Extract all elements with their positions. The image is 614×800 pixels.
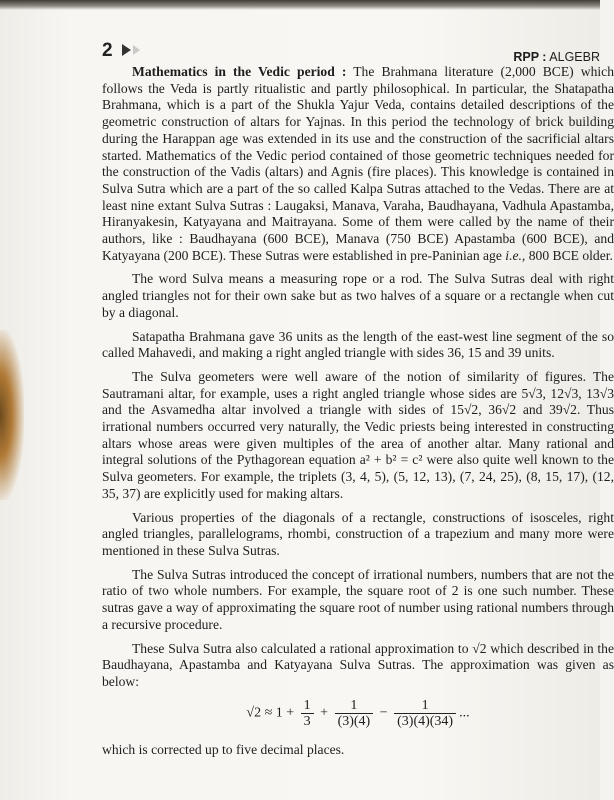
page-top-shadow — [0, 0, 600, 10]
arrow-marker-icon — [122, 44, 131, 56]
running-title: RPP : ALGEBR — [513, 50, 600, 64]
formula-minus: − — [379, 705, 388, 721]
paragraph-similarity: The Sulva geometers were well aware of the notion of similarity of figures. The Sautramani altar, for example, uses a right angled triangle whose sides are 5√3, 12√3, 13√3 and the Asvamedha altar involved a triangle with sides of 15√2, 36√2 and 39√2. Thus irrational numbers occurred very naturally, the Vedic priests being interested in constructing altars whose areas were given multiples of the area of another altar. Many rational and integral solutions of the Pythagorean equation a² + b² = c² were also quite well known to the Sulva geometers. For example, the triplets (3, 4, 5), (5, 12, 13), (7, 24, 25), (8, 15, 17), (12, 35, 37) are explicitly used for making altars. — [102, 368, 614, 501]
paragraph-lead: Mathematics in the Vedic period : — [132, 64, 347, 79]
paragraph-satapatha: Satapatha Brahmana gave 36 units as the length of the east-west line segment of the so called Mahavedi, and making a right angled triangle with sides 36, 15 and 39 units. — [102, 328, 614, 361]
formula-ellipsis: ... — [459, 705, 470, 721]
page-edge-shadow — [0, 330, 24, 500]
fraction-one-third: $\frac{1}{3}$ — [301, 698, 314, 729]
fraction-second-term: $\frac{1}{(3)(4)}$ — [335, 698, 374, 729]
formula-lhs: √2 ≈ 1 + — [246, 705, 295, 721]
arrow-marker-light-icon — [133, 45, 140, 55]
page-number: 2 — [102, 40, 113, 61]
paragraph-irrational: The Sulva Sutras introduced the concept of irrational numbers, numbers that are not the ratio of two whole numbers. For example, the square root of 2 is one such number. These sutras gave a way of approximating the square root of number using rational numbers through a recursive procedure. — [102, 566, 614, 632]
page-header — [102, 40, 600, 66]
paragraph-approximation: These Sulva Sutra also calculated a rational approximation to √2 which described in the Baudhayana, Apastamba and Katyayana Sulva Sutras. The approximation was given as below: — [102, 640, 614, 689]
paragraph-vedic-period: Mathematics in the Vedic period : The Brahmana literature (2,000 BCE) which follows the Veda is partly ritualistic and partly philosophical. In particular, the Shatapatha Brahmana, which is a part of the Shukla Yajur Veda, contains detailed descriptions of the geometric construction of altars for Yajnas. In this period the technology of brick building during the Harappan age was extended in its use and the construction of the sacrificial altars started. Mathematics of the Vedic period contained of those geometric techniques needed for the construction of the Vadis (altars) and Agnis (fire places). This knowledge is contained in Sulva Sutra which are a part of the so called Kalpa Sutras attached to the Vedas. There are at least nine extant Sulva Sutras : Laugaksi, Manava, Varaha, Baudhayana, Vadhula Apastamba, Hiranyakesin, Katyayana and Maitrayana. Some of them were called by the name of their authors, like : Baudhayana (600 BCE), Manava (750 BCE) Apastamba (600 BCE), and Katyayana (200 BCE). These Sutras were established in pre-Paninian age i.e., 800 BCE older. — [102, 64, 614, 263]
fraction-third-term: $\frac{1}{(3)(4)(34)}$ — [394, 698, 456, 729]
sqrt2-formula — [102, 698, 614, 738]
paragraph-sulva-meaning: The word Sulva means a measuring rope or a rod. The Sulva Sutras deal with right angled triangles not for their own sake but as two halves of a square or a rectangle when cut by a diagonal. — [102, 271, 614, 320]
paragraph-tail: which is corrected up to five decimal places. — [102, 741, 345, 757]
formula-plus: + — [320, 705, 329, 721]
paragraph-properties: Various properties of the diagonals of a rectangle, constructions of isosceles, right angled triangles, parallelograms, rhombi, construction of a trapezium and many more were mentioned in these Sulva Sutras. — [102, 509, 614, 558]
page-body — [102, 64, 614, 765]
